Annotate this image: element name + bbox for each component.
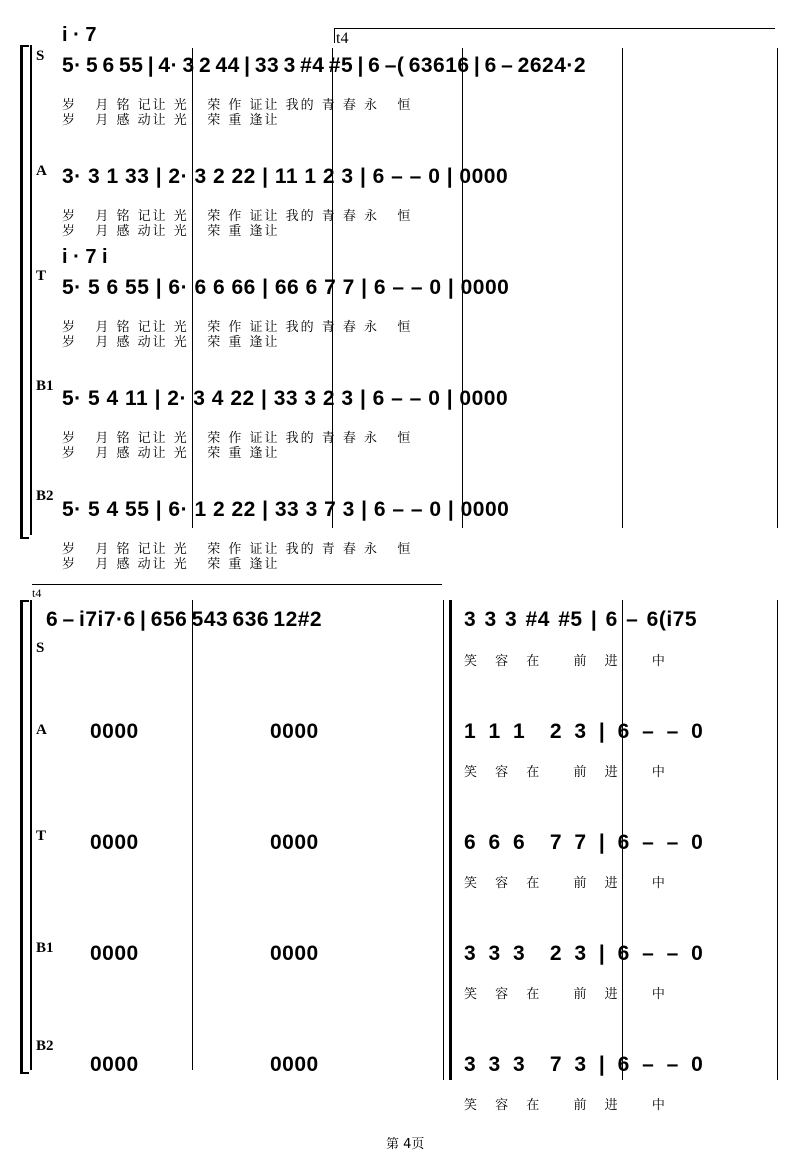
system-left-bar bbox=[30, 45, 32, 535]
system-brace bbox=[20, 600, 29, 1074]
voice-label-alto: A bbox=[36, 163, 47, 179]
system-brace bbox=[20, 45, 29, 539]
lyric-alto: 笑 容 在 前 进 中 bbox=[464, 765, 667, 780]
high-octave-marks-soprano: i · 7 bbox=[62, 24, 97, 46]
lyric-alto-2: 岁 月 感 动让 光 荣 重 逢让 bbox=[62, 224, 280, 239]
lyric-tenor: 笑 容 在 前 进 中 bbox=[464, 876, 667, 891]
volta-label: t4 bbox=[32, 586, 42, 600]
lyric-bass2-2: 岁 月 感 动让 光 荣 重 逢让 bbox=[62, 557, 280, 572]
repeat-barline-thick bbox=[449, 600, 452, 1080]
voice-label-alto: A bbox=[36, 722, 47, 738]
notes-bass1-b: 0000 bbox=[270, 942, 319, 965]
lyric-bass1-1: 岁 月 铭 记让 光 荣 作 证让 我的 青 春 永 恒 bbox=[62, 431, 413, 446]
voice-label-tenor: T bbox=[36, 268, 47, 284]
notes-soprano-part1: 6 – i7i7·6 | 656 543 636 12#2 bbox=[46, 608, 323, 631]
page-number: 第 4页 bbox=[386, 1137, 425, 1152]
notes-bass2-b: 0000 bbox=[270, 1053, 319, 1076]
high-octave-marks-tenor: i · 7 i bbox=[62, 246, 108, 268]
lyric-soprano-2: 岁 月 感 动让 光 荣 重 逢让 bbox=[62, 113, 280, 128]
lyric-bass1-2: 岁 月 感 动让 光 荣 重 逢让 bbox=[62, 446, 280, 461]
notes-alto: 3· 3 1 33 | 2· 3 2 22 | 11 1 2 3 | 6 – – 0 | 0000 bbox=[62, 165, 509, 188]
lyric-bass2-1: 岁 月 铭 记让 光 荣 作 证让 我的 青 春 永 恒 bbox=[62, 542, 413, 557]
notes-tenor: 5· 5 6 55 | 6· 6 6 66 | 66 6 7 7 | 6 – – 0 | 0000 bbox=[62, 276, 510, 299]
voice-label-bass1: B1 bbox=[36, 940, 54, 956]
lyric-soprano: 笑 容 在 前 进 中 bbox=[464, 654, 667, 669]
lyric-tenor-2: 岁 月 感 动让 光 荣 重 逢让 bbox=[62, 335, 280, 350]
notes-soprano-part2: 3 3 3 #4 #5 | 6 – 6(i75 bbox=[464, 608, 698, 631]
notes-tenor-a: 0000 bbox=[90, 831, 139, 854]
voice-label-tenor: T bbox=[36, 828, 47, 844]
lyric-soprano-1: 岁 月 铭 记让 光 荣 作 证让 我的 青 春 永 恒 bbox=[62, 98, 413, 113]
notes-tenor-part2: 6 6 6 7 7 | 6 – – 0 bbox=[464, 831, 704, 854]
notes-bass1-part2: 3 3 3 2 3 | 6 – – 0 bbox=[464, 942, 704, 965]
notes-bass2: 5· 5 4 55 | 6· 1 2 22 | 33 3 7 3 | 6 – – 0 | 0000 bbox=[62, 498, 510, 521]
repeat-barline-thin bbox=[443, 600, 444, 1080]
barline bbox=[192, 600, 193, 1070]
voice-label-soprano: S bbox=[36, 48, 45, 64]
notes-alto-a: 0000 bbox=[90, 720, 139, 743]
lyric-alto-1: 岁 月 铭 记让 光 荣 作 证让 我的 青 春 永 恒 bbox=[62, 209, 413, 224]
voice-label-bass1: B1 bbox=[36, 378, 54, 394]
lyric-bass1: 笑 容 在 前 进 中 bbox=[464, 987, 667, 1002]
barline bbox=[777, 48, 778, 528]
notes-alto-part2: 1 1 1 2 3 | 6 – – 0 bbox=[464, 720, 704, 743]
volta-bracket bbox=[334, 28, 775, 43]
voice-label-bass2: B2 bbox=[36, 488, 54, 504]
notes-bass2-part2: 3 3 3 7 3 | 6 – – 0 bbox=[464, 1053, 704, 1076]
lyric-tenor-1: 岁 月 铭 记让 光 荣 作 证让 我的 青 春 永 恒 bbox=[62, 320, 413, 335]
lyric-bass2: 笑 容 在 前 进 中 bbox=[464, 1098, 667, 1113]
system-left-bar bbox=[30, 600, 32, 1070]
voice-label-soprano: S bbox=[36, 640, 45, 656]
barline bbox=[777, 600, 778, 1080]
notes-bass1-a: 0000 bbox=[90, 942, 139, 965]
notes-soprano: 5· 5 6 55 | 4· 3 2 44 | 33 3 #4 #5 | 6 –( 63616 | 6 – 2624·2 bbox=[62, 54, 587, 77]
notes-tenor-b: 0000 bbox=[270, 831, 319, 854]
notes-bass2-a: 0000 bbox=[90, 1053, 139, 1076]
barline bbox=[622, 48, 623, 528]
volta-label: t4 bbox=[336, 30, 349, 47]
voice-label-bass2: B2 bbox=[36, 1038, 54, 1054]
notes-bass1: 5· 5 4 11 | 2· 3 4 22 | 33 3 2 3 | 6 – – 0 | 0000 bbox=[62, 387, 509, 410]
notes-alto-b: 0000 bbox=[270, 720, 319, 743]
volta-bracket bbox=[32, 584, 442, 599]
